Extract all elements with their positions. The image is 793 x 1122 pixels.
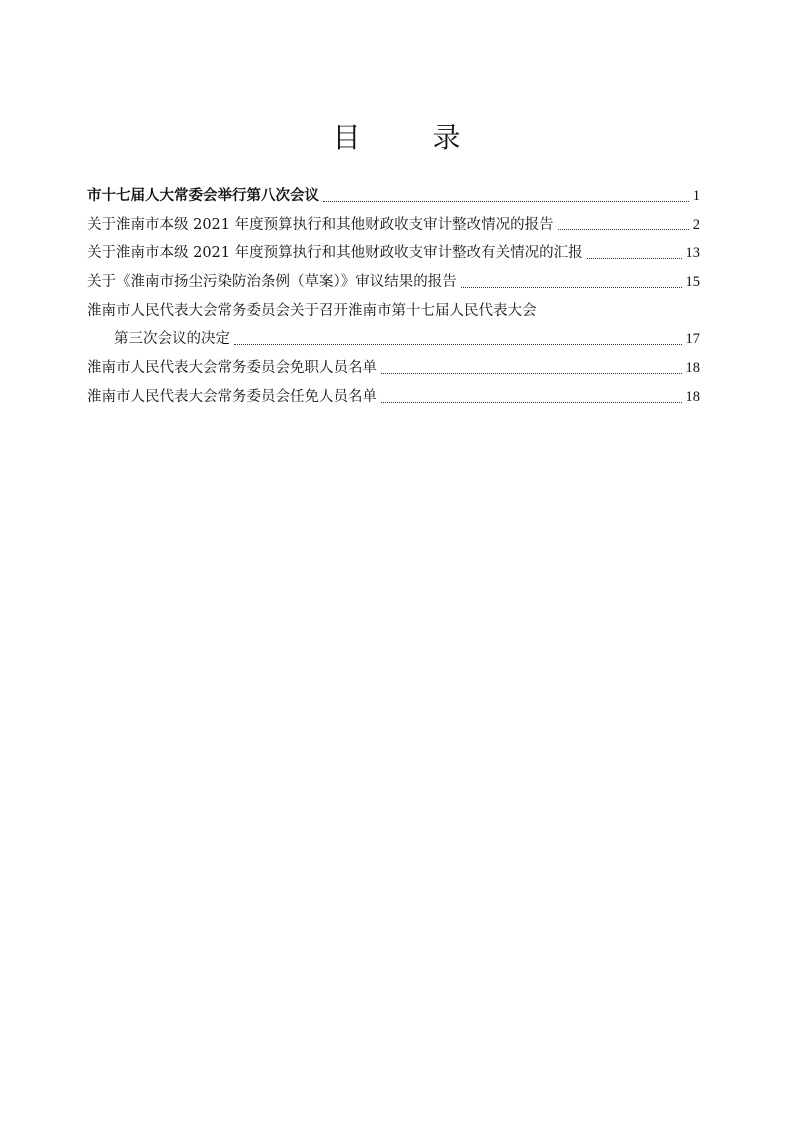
toc-entry[interactable]	[87, 268, 700, 297]
toc-entry-title: 关于淮南市本级 2021 年度预算执行和其他财政收支审计整改有关情况的汇报	[87, 245, 583, 262]
toc-entry-continuation[interactable]	[87, 325, 700, 354]
dot-leader	[234, 344, 682, 345]
dot-leader	[558, 229, 689, 230]
toc-entry-title: 淮南市人民代表大会常务委员会免职人员名单	[87, 360, 377, 377]
toc-page-number: 18	[685, 360, 700, 377]
dot-leader	[381, 402, 682, 403]
toc-entry[interactable]	[87, 239, 700, 268]
toc-entry[interactable]	[87, 211, 700, 240]
toc-page-number: 18	[685, 388, 700, 405]
toc-page-number: 2	[692, 216, 700, 233]
toc-entry-title: 淮南市人民代表大会常务委员会任免人员名单	[87, 388, 377, 405]
toc-page-number: 13	[685, 245, 700, 262]
toc-page-number: 1	[692, 187, 700, 204]
toc-entry-title: 关于《淮南市扬尘污染防治条例（草案）》审议结果的报告	[87, 274, 457, 291]
toc-entry-title: 淮南市人民代表大会常务委员会关于召开淮南市第十七届人民代表大会	[87, 302, 537, 319]
toc-entry[interactable]	[87, 297, 700, 326]
toc-entry-title: 关于淮南市本级 2021 年度预算执行和其他财政收支审计整改情况的报告	[87, 216, 554, 233]
toc-entry[interactable]	[87, 383, 700, 412]
toc-entry-title: 第三次会议的决定	[114, 331, 230, 348]
toc-entry[interactable]	[87, 182, 700, 211]
dot-leader	[381, 373, 682, 374]
dot-leader	[323, 201, 689, 202]
toc-page-number: 17	[685, 331, 700, 348]
table-of-contents	[87, 182, 700, 412]
dot-leader	[587, 258, 682, 259]
toc-title: 目 录	[332, 121, 483, 154]
toc-page-number: 15	[685, 274, 700, 291]
dot-leader	[461, 287, 682, 288]
toc-entry-title: 市十七届人大常委会举行第八次会议	[87, 187, 319, 204]
toc-entry[interactable]	[87, 354, 700, 383]
